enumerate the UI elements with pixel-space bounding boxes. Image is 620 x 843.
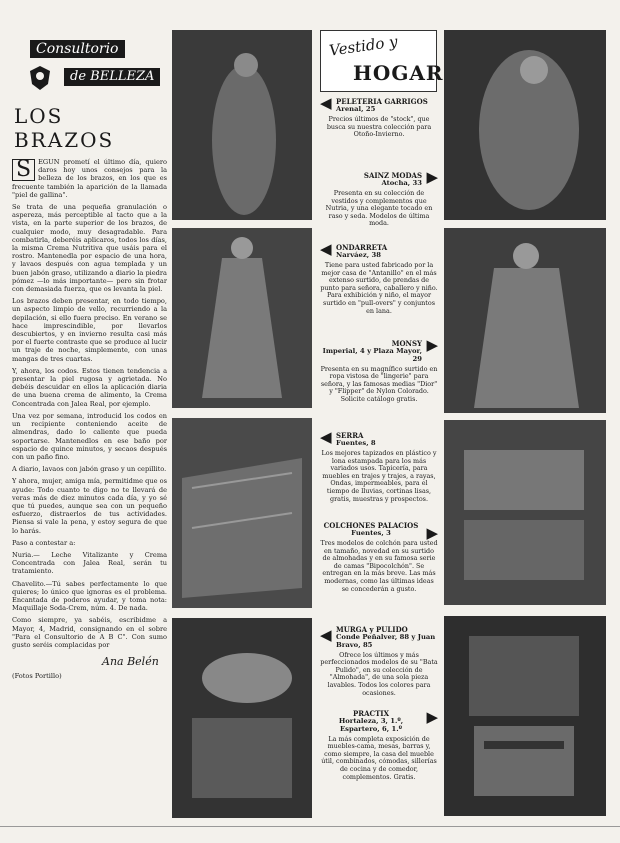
photo-bedding [172, 618, 312, 818]
ad-text: Presenta en su colección de vestidos y complementos que Nutria, y una elegante tocado en raso y seda. Modelos de última moda. [325, 189, 433, 228]
article-paragraph: Y ahora, mujer, amiga mía, permitidme que os ayude: Todo cuanto te digo no te llevará de veras más de diez minutos cada día, y yo sé que tú puedes, aunque sea con un pequeño esfuerzo, distraerlos de tus actividades. Piensa si vale la pena, y estoy segura de que lo harás. [12, 477, 167, 535]
ad-name: MURGA y PULIDO [336, 625, 408, 634]
ad-name: ONDARRETA [336, 243, 388, 252]
right-arrow-icon: ▶ [426, 336, 438, 354]
section-header [12, 28, 162, 94]
vh-script: Vestido y [328, 32, 399, 60]
article-paragraph: Paso a contestar a: [12, 538, 76, 547]
left-arrow-icon: ◀ [320, 428, 332, 446]
right-arrow-icon: ▶ [426, 708, 438, 726]
right-arrow-icon: ▶ [426, 168, 438, 186]
photo-credit: (Fotos Portillo) [12, 672, 62, 681]
ad-address: Hortaleza, 3, 1.º, Espartero, 6, 1.º [338, 717, 404, 733]
right-arrow-icon: ▶ [426, 524, 438, 542]
left-arrow-icon: ◀ [320, 94, 332, 112]
ad-text: Los mejores tapizados en plástico y lona estampada para los más variados usos. Tapicería, para muebles en trajes y trajes, a rayas, Ondas, impermeables, para el tiempo de lluvias, cortinas lisas, gratis, muestras y prospectos. [321, 449, 437, 503]
article-paragraph: Se trata de una pequeña granulación o aspereza, más perceptible al tacto que a la vista, en la parte superior de los brazos, de cualquier modo, muy desagradable. Para combatirla, deberéis aplicaros, todos los días, la misma Crema Nutritiva que usáis para el rostro. Mantenedla por espacio de una hora, y lavaos después con agua templada y un buen jabón graso, utilizando a diario la piedra pómez —lo más importante— pero sin frotar con demasiada fuerza, que os levanta la piel. [12, 203, 167, 294]
ad-address: Narváez, 38 [336, 251, 381, 260]
ad-block [320, 94, 438, 139]
photo-fur [444, 30, 606, 220]
footer-rule [0, 826, 620, 827]
ad-block [320, 428, 438, 503]
photo-coat [172, 30, 312, 220]
beauty-column [12, 28, 167, 808]
ad-address: Arenal, 25 [336, 105, 376, 114]
ad-block [320, 710, 438, 781]
article-paragraph: Los brazos deben presentar, en todo tiempo, un aspecto limpio de vello, recurriendo a la depilación, si ello fuera preciso. En verano se hace imprescindible, por llevarlos descubiertos, y en invierno resulta casi más por el fuerte contraste que se produce al lucir un traje de noche, simplemente, con unas mangas de tres cuartas. [12, 297, 167, 363]
ad-name: PELETERIA GARRIGOS [336, 97, 428, 106]
article-paragraph: Chavelito.—Tú sabes perfectamente lo que quieres; lo único que ignoras es el problema. Encantada de poderos ayudar, y toma nota: Maquillaje Soda-Crem, núm. 4. De nada. [12, 579, 167, 613]
ad-block [320, 240, 438, 315]
ad-name: SERRA [336, 431, 364, 440]
vestido-hogar-header [320, 30, 444, 92]
ads-column [320, 30, 444, 810]
ad-address: Imperial, 4 y Plaza Mayor, 29 [322, 347, 422, 363]
ad-block [320, 522, 438, 593]
photo-knit [444, 228, 606, 413]
vh-bold: HOGAR [353, 61, 444, 85]
ad-text: La más completa exposición de muebles-cama, mesas, barras y, como siempre, la casa del mueble útil, combinados, cómodas, sillerías de cocina y de comedor, complementos. Gratis. [321, 734, 437, 781]
ad-text: Precios últimos de "stock", que busca su nuestra colección para Otoño-Invierno. [326, 115, 432, 139]
photo-dress [172, 228, 312, 408]
section-script: Consultorio [30, 40, 125, 58]
article-paragraph: A diario, lavaos con jabón graso y un cepillito. [12, 465, 167, 474]
ad-name: SAINZ MODAS [363, 171, 422, 180]
article-paragraph: Y, ahora, los codos. Estos tienen tendencia a presentar la piel rugosa y agrietada. No debéis descuidar en ellos la aplicación diaria de una buena crema de alimento, la Crema Concentrada con Jalea Real, por ejemplo. [12, 366, 167, 408]
section-name: de BELLEZA [64, 68, 160, 86]
photo-fabric [172, 418, 312, 608]
ad-text: Tres modelos de colchón para usted en tamaño, novedad en su surtido de almohadas y en su famosa serie de camas "Bipocolchón". Se entregan en la más breve. Las más modernas, como las últimas ideas se concederán a gusto. [320, 539, 438, 593]
article-paragraph: Como siempre, ya sabéis, escribidme a Mayor, 4, Madrid, consignando en el sobre "Para el Consultorio de A B C". Con sumo gusto seréis complacidas por [12, 616, 167, 649]
left-arrow-icon: ◀ [320, 240, 332, 258]
ad-text: Ofrece los últimos y más perfeccionados modelos de su "Bata Pulido", en su colección de "Almohada", de una sola pieza lavables. Todos los colores para ocasiones. [320, 650, 438, 697]
article-paragraph: Nuria.— Leche Vitalizante y Crema Concentrada con Jalea Real, serán tu tratamiento. [12, 550, 167, 576]
ad-address: Atocha, 33 [381, 179, 422, 188]
article-paragraph: S EGUN prometí el último día, quiero daros hoy unos consejos para la belleza de los brazos, en los que es frecuente también la aparición de la llamada "piel de gallina". [12, 157, 167, 199]
ad-name: COLCHONES PALACIOS [323, 521, 419, 530]
article-paragraph: Una vez por semana, introducid los codos en un recipiente conteniendo aceite de almendras, dado lo caliente que pueda soportarse. Mantenedlos en ese baño por espacio de quince minutos, y secaos después con un paño fino. [12, 411, 167, 461]
dropcap: S [12, 159, 35, 181]
ad-block [320, 336, 438, 404]
ad-block [320, 168, 438, 228]
ad-name: MONSY [391, 339, 422, 348]
ad-address: Fuentes, 8 [336, 439, 376, 448]
crest-icon [26, 64, 54, 92]
ad-block [320, 626, 438, 697]
ad-address: Conde Peñalver, 88 y Juan Bravo, 85 [336, 633, 436, 649]
ad-name: PRACTIX [353, 709, 389, 718]
ad-text: Presenta en su magnífico surtido en ropa vistosa de "lingerie" para señora, y las famosas medias "Dior" y "Flipper" de Nylon Colorado. Solicite catálogo gratis. [320, 364, 438, 403]
ad-address: Fuentes, 3 [351, 529, 391, 538]
ad-text: Tiene para usted fabricado por la mejor casa de "Antanillo" en el más extenso surtido, de prendas de punto para señora, caballero y niño. Para exhibición y niño, el mayor surtido en "pull-overs" y conjuntos en lana. [320, 261, 438, 315]
photo-mattress [444, 420, 606, 605]
article-title: LOS BRAZOS [14, 104, 115, 152]
left-arrow-icon: ◀ [320, 626, 332, 644]
signature: Ana Belén [102, 655, 159, 669]
photo-furniture [444, 616, 606, 816]
